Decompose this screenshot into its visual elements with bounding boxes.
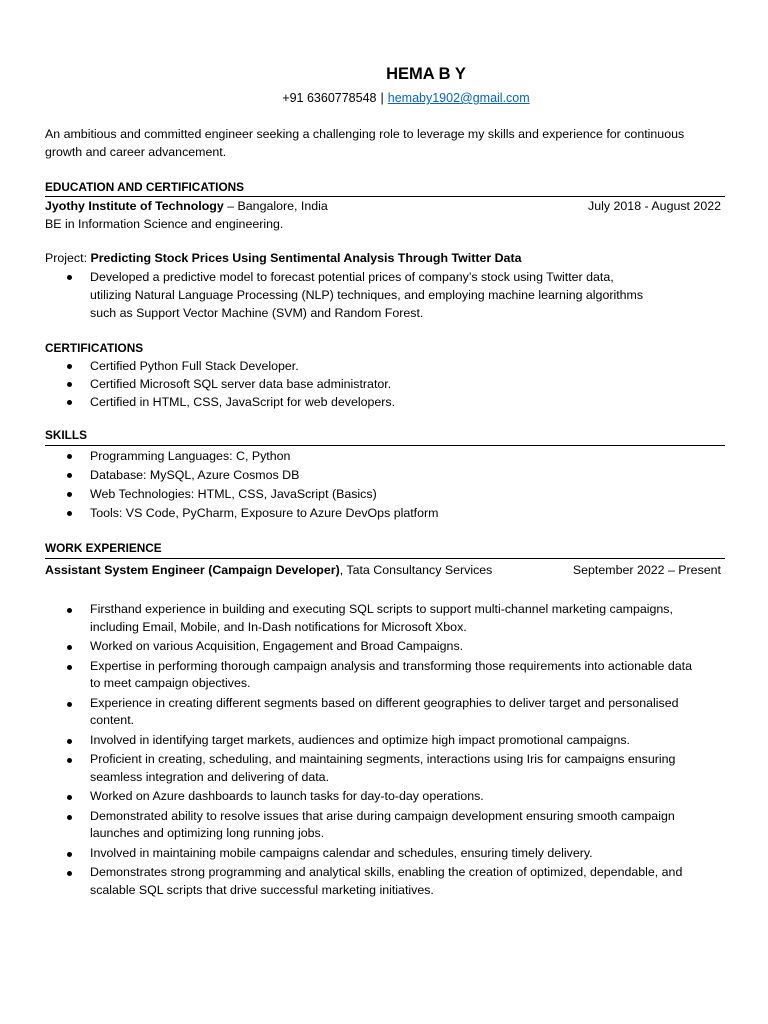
list-item-line: Worked on various Acquisition, Engagement and Broad Campaigns.: [90, 639, 464, 654]
list-item-line: Demonstrates strong programming and analytical skills, enabling the creation of optimized, dependable, and: [90, 865, 683, 880]
certifications-heading: CERTIFICATIONS: [45, 341, 144, 355]
list-item-line: Worked on Azure dashboards to launch tasks for day-to-day operations.: [90, 789, 484, 804]
list-item: [45, 845, 735, 863]
project-bullet-list: [45, 268, 735, 323]
bullet-icon: [67, 871, 72, 876]
list-item: [45, 268, 735, 323]
contact-separator: |: [380, 91, 384, 105]
list-item-line: such as Support Vector Machine (SVM) and Random Forest.: [90, 306, 424, 321]
section-divider: [45, 445, 725, 446]
list-item-line: to meet campaign objectives.: [90, 676, 251, 691]
bullet-icon: [67, 400, 72, 405]
list-item-line: including Email, Mobile, and In-Dash notifications for Microsoft Xbox.: [90, 619, 467, 634]
list-item: [45, 601, 735, 636]
project-title: Predicting Stock Prices Using Sentimental Analysis Through Twitter Data: [90, 251, 522, 265]
list-item-line: launches and optimizing long running jobs.: [90, 826, 325, 841]
list-item-line: seamless integration and delivering of data.: [90, 769, 330, 784]
bullet-icon: [67, 815, 72, 820]
list-item-line: Developed a predictive model to forecast potential prices of company’s stock using Twitter data,: [90, 270, 614, 284]
bullet-icon: [67, 473, 72, 478]
bullet-icon: [67, 511, 72, 516]
bullet-icon: [67, 852, 72, 857]
institution-name: Jyothy Institute of Technology: [45, 199, 224, 213]
bullet-icon: [67, 492, 72, 497]
list-item: [45, 638, 735, 656]
list-item-line: content.: [90, 713, 135, 728]
bullet-icon: [67, 454, 72, 459]
list-item-text: Tools: VS Code, PyCharm, Exposure to Azure DevOps platform: [90, 506, 439, 520]
list-item: [45, 393, 735, 411]
certifications-list: [45, 357, 735, 412]
work-experience-heading: WORK EXPERIENCE: [45, 541, 162, 555]
list-item-line: scalable SQL scripts that drive successful marketing initiatives.: [90, 882, 434, 897]
education-institution-line: [45, 198, 328, 214]
list-item-text: Programming Languages: C, Python: [90, 449, 291, 463]
list-item-line: Demonstrated ability to resolve issues that arise during campaign development ensuring smooth campaign: [90, 808, 675, 823]
candidate-name: HEMA B Y: [386, 65, 466, 83]
email-link[interactable]: hemaby1902@gmail.com: [387, 91, 530, 105]
bullet-icon: [67, 702, 72, 707]
list-item: [45, 357, 735, 375]
bullet-icon: [67, 364, 72, 369]
institution-location: – Bangalore, India: [223, 199, 328, 213]
summary-line: growth and career advancement.: [45, 145, 227, 159]
list-item-line: Expertise in performing thorough campaign analysis and transforming those requirements into actionable data: [90, 658, 692, 673]
list-item: [45, 466, 735, 485]
education-dates: July 2018 - August 2022: [588, 199, 721, 213]
list-item: [45, 375, 735, 393]
bullet-icon: [67, 795, 72, 800]
list-item: [45, 732, 735, 750]
list-item-text: Certified Microsoft SQL server data base administrator.: [90, 377, 392, 392]
list-item-line: utilizing Natural Language Processing (NLP) techniques, and employing machine learning algorithms: [90, 288, 644, 303]
bullet-icon: [67, 275, 72, 280]
job-dates: September 2022 – Present: [572, 563, 721, 577]
skills-list: [45, 447, 735, 523]
list-item: [45, 788, 735, 806]
list-item-line: Proficient in creating, scheduling, and maintaining segments, interactions using Iris for campaigns ensuring: [90, 752, 676, 767]
skills-heading: SKILLS: [45, 428, 87, 442]
bullet-icon: [67, 739, 72, 744]
list-item-line: Involved in maintaining mobile campaigns calendar and schedules, ensuring timely delivery.: [90, 845, 593, 860]
degree: BE in Information Science and engineering.: [45, 217, 284, 231]
summary-line: An ambitious and committed engineer seeking a challenging role to leverage my skills and experience for continuous: [45, 127, 685, 141]
section-divider: [45, 558, 725, 559]
bullet-icon: [67, 645, 72, 650]
list-item: [45, 808, 735, 843]
list-item: [45, 504, 735, 523]
section-divider: [45, 196, 725, 197]
company-name: , Tata Consultancy Services: [339, 563, 493, 577]
job-role: Assistant System Engineer (Campaign Developer): [45, 563, 340, 577]
list-item: [45, 447, 735, 466]
education-heading: EDUCATION AND CERTIFICATIONS: [45, 180, 245, 194]
list-item: [45, 695, 735, 730]
contact-line: [0, 90, 768, 106]
list-item-line: Experience in creating different segments based on different geographies to deliver target and personalised: [90, 695, 679, 710]
list-item-text: Certified Python Full Stack Developer.: [90, 359, 299, 373]
bullet-icon: [67, 665, 72, 670]
list-item-line: Firsthand experience in building and executing SQL scripts to support multi-channel marketing campaigns,: [90, 602, 673, 616]
phone-number: +91 6360778548: [282, 91, 377, 105]
bullet-icon: [67, 758, 72, 763]
list-item: [45, 751, 735, 786]
bullet-icon: [67, 608, 72, 613]
list-item-text: Certified in HTML, CSS, JavaScript for web developers.: [90, 395, 396, 410]
list-item: [45, 864, 735, 899]
list-item: [45, 658, 735, 693]
list-item-text: Web Technologies: HTML, CSS, JavaScript (Basics): [90, 487, 377, 501]
project-line: [45, 250, 521, 266]
bullet-icon: [67, 382, 72, 387]
career-summary: [45, 125, 735, 161]
job-title-line: [45, 562, 492, 578]
list-item: [45, 485, 735, 504]
work-responsibilities-list: [45, 601, 735, 901]
list-item-text: Database: MySQL, Azure Cosmos DB: [90, 468, 300, 482]
project-label: Project:: [45, 251, 91, 265]
list-item-line: Involved in identifying target markets, audiences and optimize high impact promotional campaigns.: [90, 732, 630, 747]
